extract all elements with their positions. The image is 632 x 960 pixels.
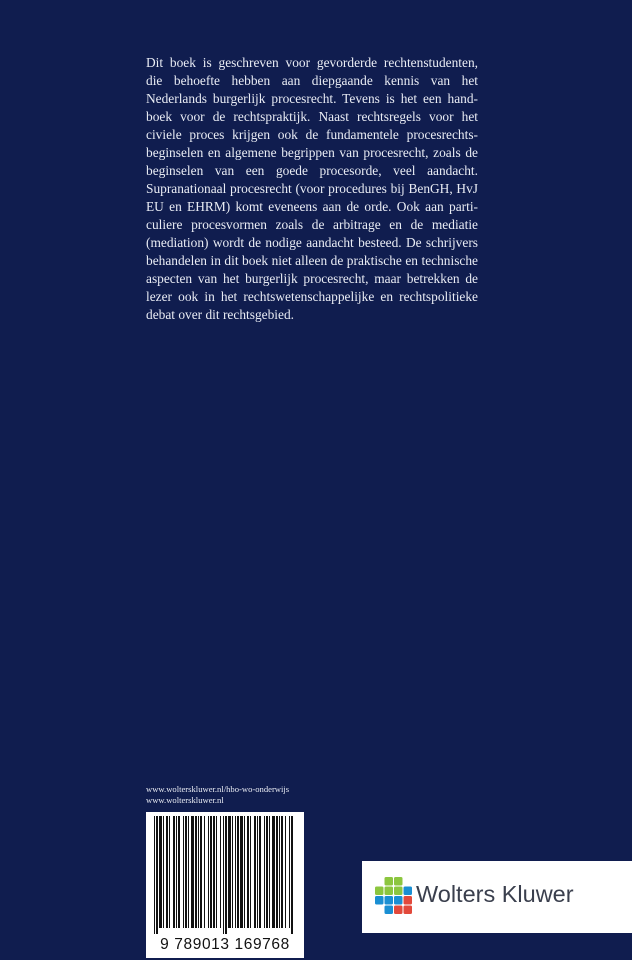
barcode-bar: [191, 816, 194, 928]
barcode-bar: [188, 816, 189, 928]
barcode-bar: [266, 816, 268, 928]
barcode-bar: [220, 816, 221, 928]
barcode-bar: [237, 816, 239, 928]
barcode-bar: [210, 816, 212, 928]
barcode-bar: [169, 816, 170, 928]
url-education[interactable]: www.wolterskluwer.nl/hbo-wo-onderwijs: [146, 784, 290, 794]
barcode-bar: [208, 816, 209, 928]
blurb-line: lezer ook in het rechtswetenschappelijke en rechtspolitieke: [146, 289, 478, 304]
barcode-bar: [264, 816, 265, 928]
barcode-bar: [247, 816, 249, 928]
barcode-bar: [200, 816, 202, 928]
barcode-bar: [178, 816, 180, 928]
barcode-bar: [204, 816, 205, 928]
logo-cell: [375, 887, 384, 896]
barcode-bar: [216, 816, 217, 928]
barcode-bar: [166, 816, 168, 928]
logo-cell: [394, 906, 403, 915]
barcode-bar: [250, 816, 251, 928]
barcode-bar: [269, 816, 270, 928]
blurb-line: behandelen in dit boek niet alleen de praktische en technische: [146, 253, 478, 268]
blurb-line: Nederlands burgerlijk procesrecht. Tevens is het een hand-: [146, 91, 478, 106]
blurb-line: debat over dit rechtsgebied.: [146, 307, 294, 322]
blurb-line: aspecten van het burgerlijk procesrecht, maar betrekken de: [146, 271, 478, 286]
publisher-name: Wolters Kluwer: [416, 881, 574, 907]
barcode-bar: [272, 816, 275, 928]
blurb-line: boek voor de rechtspraktijk. Naast rechtsregels voor het: [146, 109, 478, 124]
barcode-bar: [185, 816, 187, 928]
barcode-bar: [291, 816, 293, 934]
blurb-line: (mediation) wordt de nodige aandacht besteed. De schrijvers: [146, 235, 478, 250]
barcode-bar: [276, 816, 278, 928]
barcode-bar: [183, 816, 184, 928]
barcode-bar: [281, 816, 283, 928]
barcode-bar: [195, 816, 197, 928]
blurb-line: EU en EHRM) komt eveneens aan de orde. Ook aan parti-: [146, 199, 478, 214]
barcode-bar: [285, 816, 286, 928]
barcode-bar: [173, 816, 175, 928]
barcode-bar: [156, 816, 158, 934]
barcode-bar: [213, 816, 215, 928]
logo-cell: [394, 896, 403, 905]
barcode-bar: [232, 816, 233, 928]
barcode-bar: [254, 816, 256, 928]
isbn-barcode: [146, 812, 304, 958]
barcode-bar: [223, 816, 224, 934]
blurb-line: Dit boek is geschreven voor gevorderde rechtenstudenten,: [146, 55, 478, 70]
blurb-text: [146, 54, 478, 324]
logo-cell: [385, 906, 394, 915]
blurb-line: beginselen en algemene begrippen van procesrecht, zoals de: [146, 145, 478, 160]
blurb-line: civiele proces krijgen ook de fundamentele procesrechts-: [146, 127, 478, 142]
url-main[interactable]: www.wolterskluwer.nl: [146, 795, 224, 805]
blurb-line: die behoefte hebben aan diepgaande kennis van het: [146, 73, 478, 88]
logo-cell: [385, 887, 394, 896]
barcode-bars: [152, 816, 298, 934]
logo-cell: [394, 877, 403, 886]
barcode-bar: [176, 816, 177, 928]
logo-cell: [385, 896, 394, 905]
isbn-digits: 9 789013 169768: [160, 936, 290, 953]
barcode-bar: [257, 816, 258, 928]
logo-cell: [404, 887, 413, 896]
barcode-bar: [240, 816, 243, 928]
barcode-bar: [279, 816, 280, 928]
barcode-bar: [154, 816, 155, 934]
barcode-bar: [159, 816, 162, 928]
logo-cell: [404, 896, 413, 905]
barcode-bar: [259, 816, 261, 928]
blurb-line: culiere procesvormen zoals de arbitrage en de mediatie: [146, 217, 478, 232]
barcode-bar: [198, 816, 199, 928]
barcode-bar: [289, 816, 290, 928]
barcode-bar: [228, 816, 231, 928]
barcode-bar: [225, 816, 227, 934]
logo-cell: [385, 877, 394, 886]
blurb-line: beginselen van een goede procesorde, veel aandacht.: [146, 163, 478, 178]
logo-cell: [404, 906, 413, 915]
wolters-kluwer-logo-icon: [375, 877, 413, 917]
blurb-line: Supranationaal procesrecht (voor procedures bij BenGH, HvJ: [146, 181, 478, 196]
barcode-bar: [244, 816, 245, 928]
logo-cell: [394, 887, 403, 896]
publisher-logo-box: [362, 861, 632, 933]
publisher-urls: [146, 784, 289, 806]
barcode-bar: [235, 816, 236, 928]
logo-cell: [375, 896, 384, 905]
barcode-bar: [163, 816, 164, 928]
